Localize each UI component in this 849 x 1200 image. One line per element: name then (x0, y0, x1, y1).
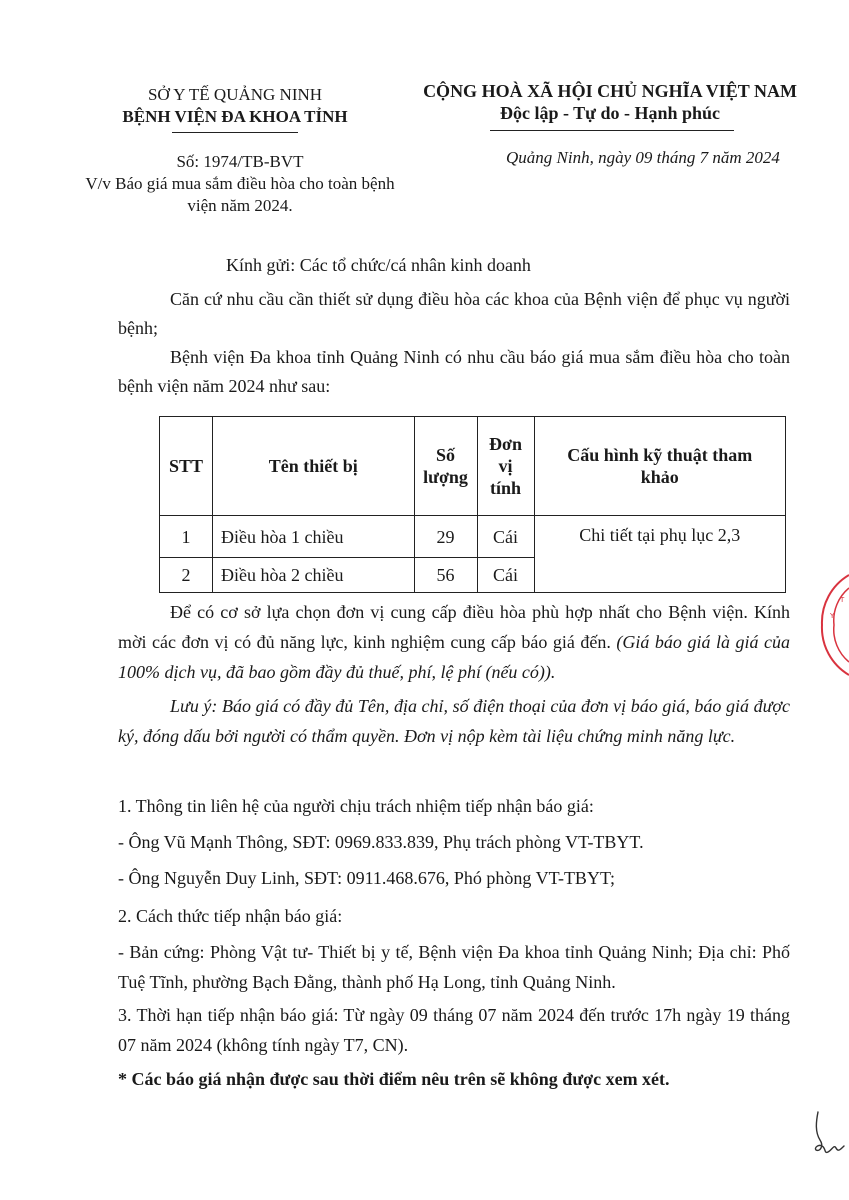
paragraph-note: Lưu ý: Báo giá có đầy đủ Tên, địa chỉ, số điện thoại của đơn vị báo giá, báo giá được ký, đóng dấu bởi người có thẩm quyền. Đơn vị nộp kèm tài liệu chứng minh năng lực. (118, 696, 790, 746)
row1-name: Điều hòa 1 chiều (212, 516, 414, 558)
document-date: Quảng Ninh, ngày 09 tháng 7 năm 2024 (506, 148, 780, 167)
header-quantity-line1: Số (436, 445, 456, 465)
header-config-line2: khảo (640, 467, 679, 487)
subject-line-1: V/v Báo giá mua sắm điều hòa cho toàn bệnh (85, 174, 395, 193)
issuer-underline (172, 132, 298, 133)
row2-quantity: 56 (414, 558, 477, 593)
header-unit (477, 417, 534, 516)
svg-text:T: T (840, 596, 845, 604)
row1-quantity: 29 (414, 516, 477, 558)
contact-person-2: - Ông Nguyễn Duy Linh, SĐT: 0911.468.676, Phó phòng VT-TBYT; (118, 868, 615, 888)
header-name: Tên thiết bị (212, 417, 414, 516)
header-config (534, 417, 785, 516)
row2-name: Điều hòa 2 chiều (212, 558, 414, 593)
header-quantity-line2: lượng (423, 467, 468, 487)
handwritten-initial-signature (812, 1110, 846, 1158)
motto: Độc lập - Tự do - Hạnh phúc (499, 103, 721, 123)
final-note: * Các báo giá nhận được sau thời điểm nêu trên sẽ không được xem xét. (118, 1069, 670, 1089)
method-title: 2. Cách thức tiếp nhận báo giá: (118, 906, 343, 926)
official-stamp-partial (818, 570, 849, 680)
header-quantity (414, 417, 477, 516)
document-number: Số: 1974/TB-BVT (176, 152, 304, 171)
invitation-price-note: (Giá báo giá là giá của 100% dịch vụ, đã bao gồm đầy đủ thuế, phí, lệ phí (nếu có)). (118, 632, 790, 682)
issuer-department: SỞ Y TẾ QUẢNG NINH (147, 85, 323, 104)
config-note: Chi tiết tại phụ lục 2,3 (534, 516, 785, 593)
paragraph-request: Bệnh viện Đa khoa tỉnh Quảng Ninh có nhu cầu báo giá mua sắm điều hòa cho toàn bệnh viện năm 2024 như sau: (118, 347, 790, 396)
document-number-block (80, 151, 400, 217)
invitation-text: Để có cơ sở lựa chọn đơn vị cung cấp điều hòa phù hợp nhất cho Bệnh viện. Kính mời các đơn vị có đủ năng lực, kinh nghiệm cung cấp báo giá đến. (118, 602, 790, 652)
contact-title: 1. Thông tin liên hệ của người chịu trách nhiệm tiếp nhận báo giá: (118, 796, 594, 816)
row1-unit: Cái (477, 516, 534, 558)
header-config-line1: Cấu hình kỹ thuật tham (567, 445, 753, 465)
paragraph-basis: Căn cứ nhu cầu cần thiết sử dụng điều hòa các khoa của Bệnh viện để phục vụ người bệnh; (118, 289, 790, 338)
header-stt: STT (160, 417, 213, 516)
national-title: CỘNG HOÀ XÃ HỘI CHỦ NGHĨA VIỆT NAM (423, 81, 797, 101)
row2-unit: Cái (477, 558, 534, 593)
svg-text:Y: Y (830, 612, 835, 620)
method-hardcopy: - Bản cứng: Phòng Vật tư- Thiết bị y tế, Bệnh viện Đa khoa tỉnh Quảng Ninh; Địa chỉ: Phố Tuệ Tĩnh, phường Bạch Đằng, thành phố Hạ Long, tỉnh Quảng Ninh. (118, 942, 790, 992)
national-motto-block (400, 80, 820, 124)
subject-line-2: viện năm 2024. (187, 196, 293, 215)
motto-underline (490, 130, 734, 131)
deadline: 3. Thời hạn tiếp nhận báo giá: Từ ngày 09 tháng 07 năm 2024 đến trước 17h ngày 19 tháng 07 năm 2024 (không tính ngày T7, CN). (118, 1005, 790, 1055)
equipment-table (159, 416, 786, 593)
contact-person-1: - Ông Vũ Mạnh Thông, SĐT: 0969.833.839, Phụ trách phòng VT-TBYT. (118, 832, 644, 852)
issuer-hospital: BỆNH VIỆN ĐA KHOA TỈNH (122, 107, 348, 126)
row1-stt: 1 (160, 516, 213, 558)
header-unit-line3: tính (490, 478, 522, 498)
header-unit-line1: Đơn (489, 434, 523, 454)
issuer-block (80, 84, 390, 128)
paragraph-invitation (118, 597, 790, 687)
table-header-row (160, 417, 786, 516)
recipient-line: Kính gửi: Các tổ chức/cá nhân kinh doanh (226, 255, 531, 275)
row2-stt: 2 (160, 558, 213, 593)
header-unit-line2: vị (498, 456, 513, 476)
table-row (160, 516, 786, 558)
